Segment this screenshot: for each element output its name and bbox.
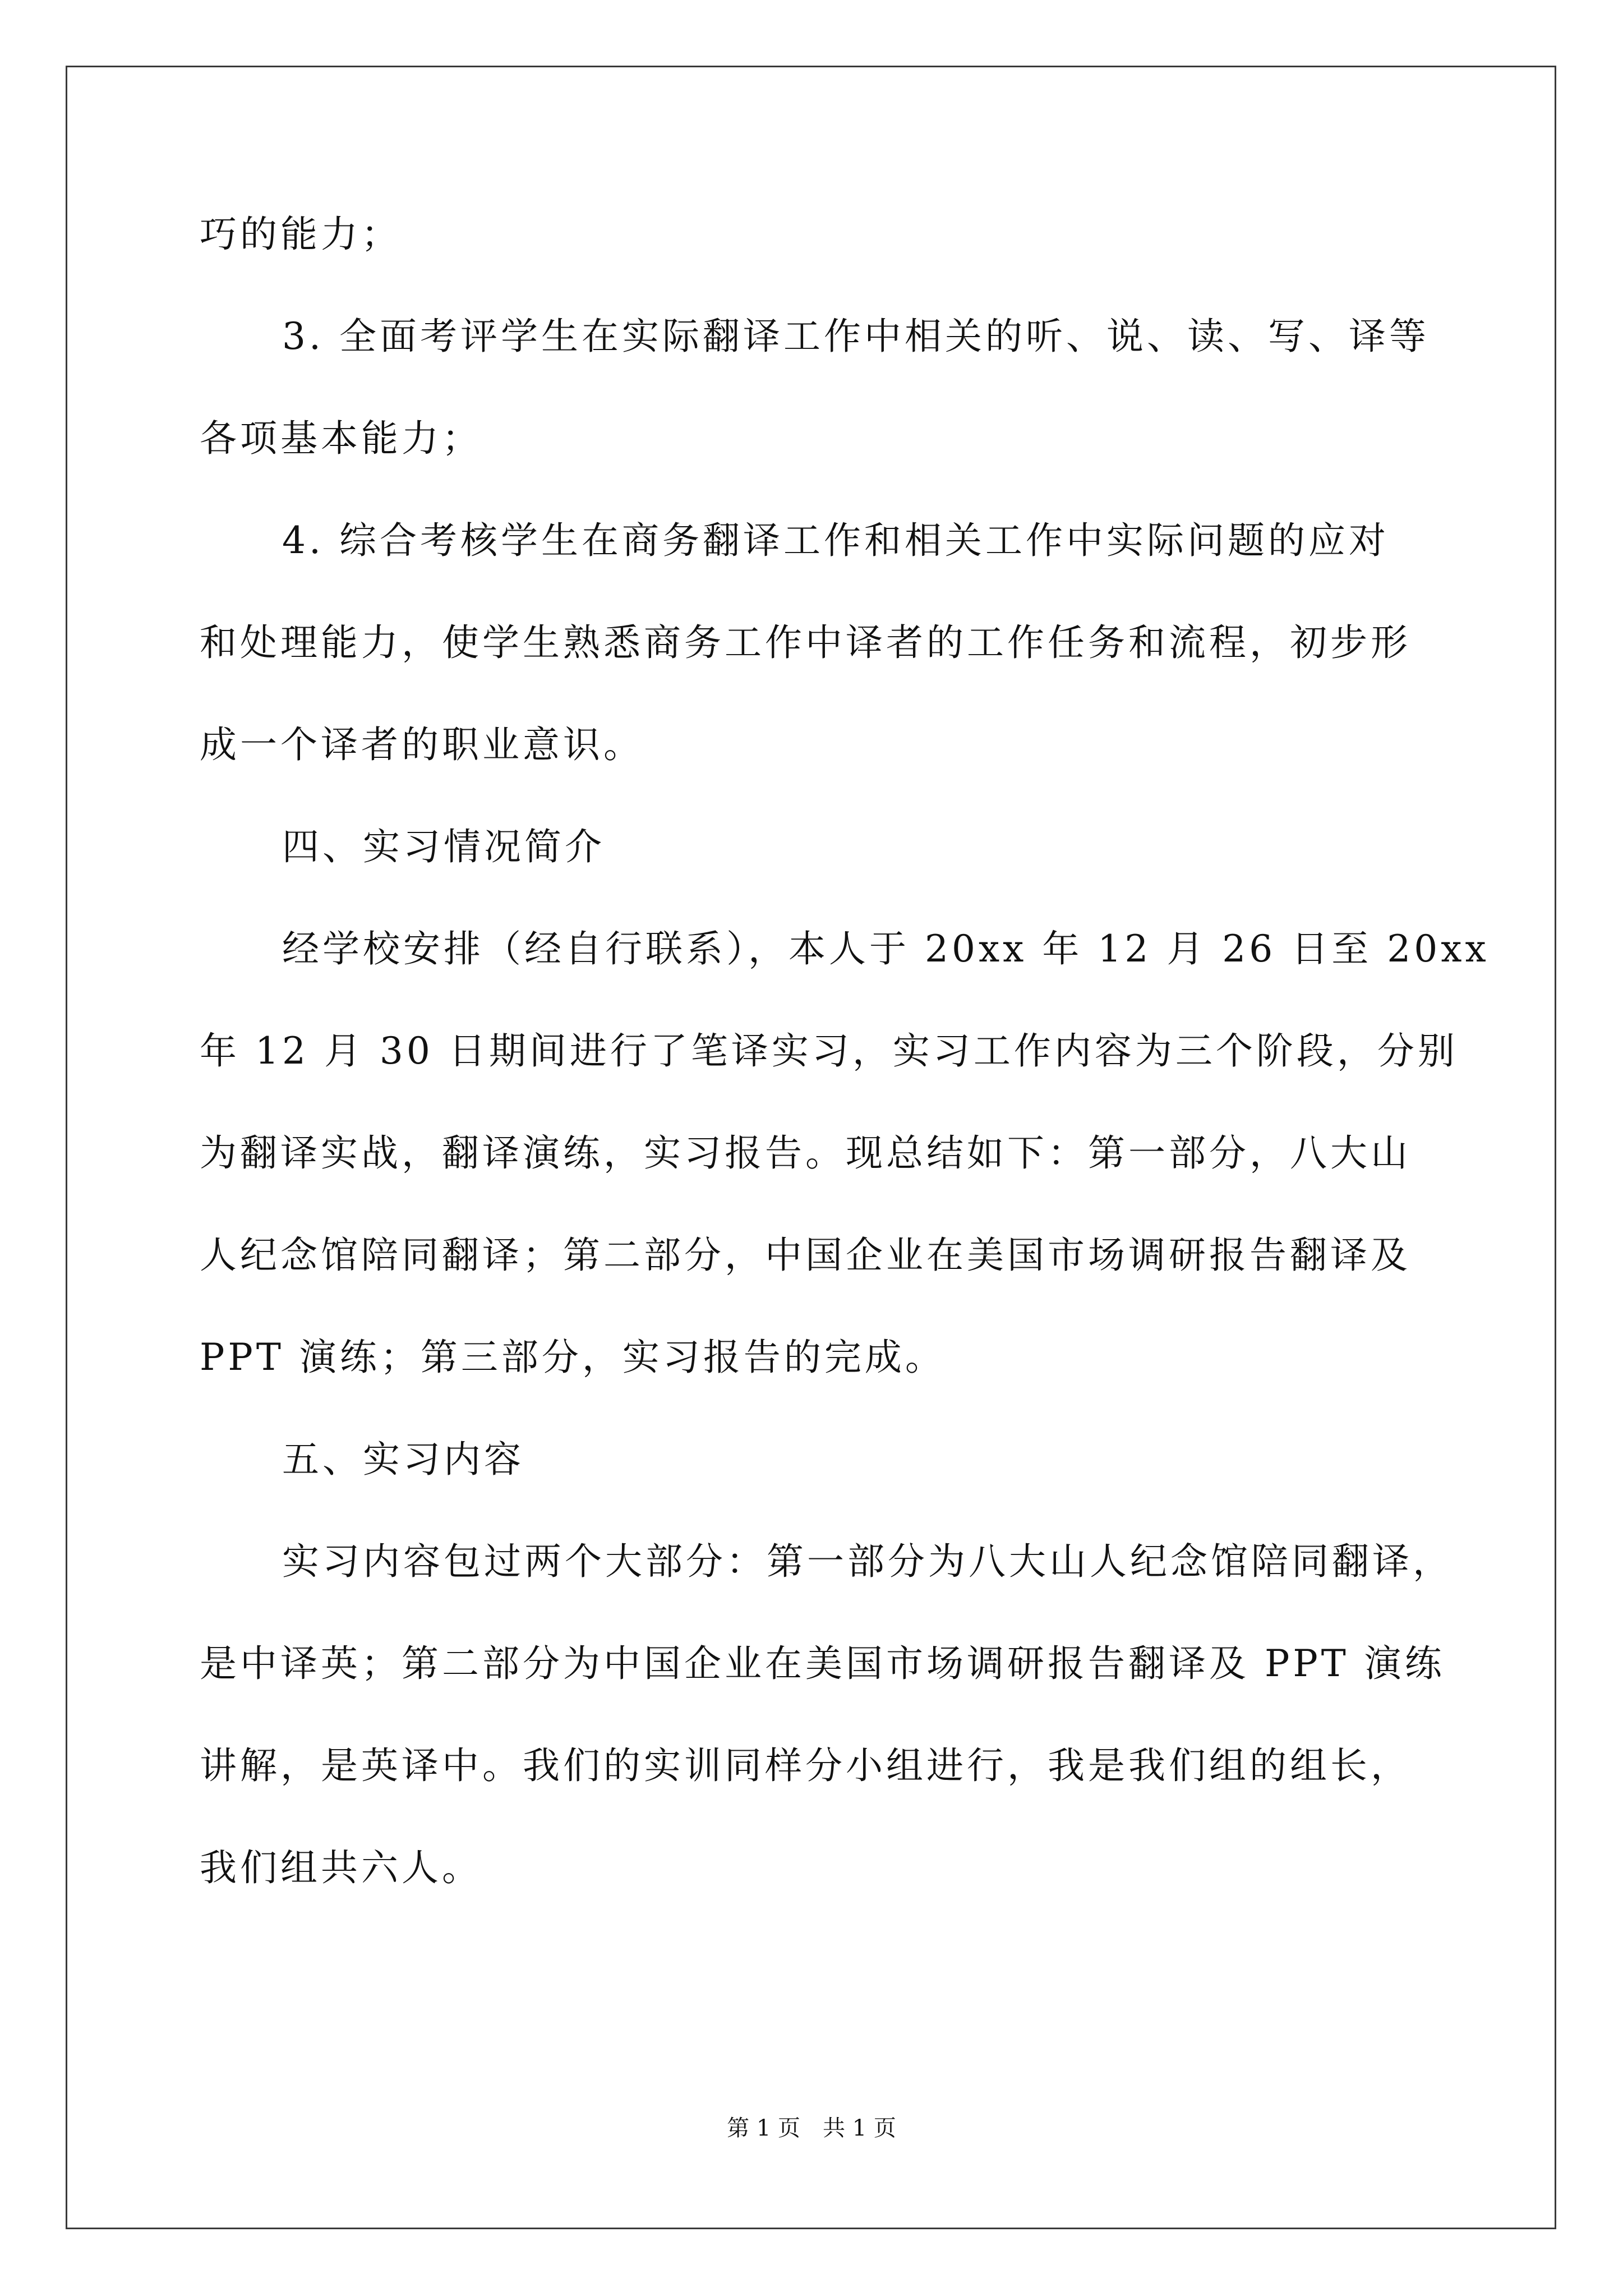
text-line-14: 实习内容包过两个大部分：第一部分为八大山人纪念馆陪同翻译， — [282, 1540, 1453, 1583]
text-line-12: PPT 演练；第三部分，实习报告的完成。 — [200, 1336, 946, 1379]
text-line-2: 3. 全面考评学生在实际翻译工作中相关的听、说、读、写、译等 — [282, 315, 1430, 358]
text-line-16: 讲解，是英译中。我们的实训同样分小组进行，我是我们组的组长， — [200, 1744, 1411, 1787]
text-line-4: 4. 综合考核学生在商务翻译工作和相关工作中实际问题的应对 — [282, 519, 1389, 562]
text-line-6: 成一个译者的职业意识。 — [200, 723, 644, 766]
page-footer — [0, 2115, 1623, 2142]
text-line-17: 我们组共六人。 — [200, 1846, 482, 1889]
text-line-8: 经学校安排（经自行联系），本人于 20xx 年 12 月 26 日至 20xx — [282, 927, 1490, 970]
text-line-1: 巧的能力； — [200, 213, 402, 256]
text-line-15: 是中译英；第二部分为中国企业在美国市场调研报告翻译及 PPT 演练 — [200, 1642, 1445, 1685]
text-line-5: 和处理能力，使学生熟悉商务工作中译者的工作任务和流程，初步形 — [200, 621, 1411, 664]
page-number: 第 1 页 — [727, 2115, 800, 2141]
text-line-3: 各项基本能力； — [200, 417, 482, 460]
section-heading-5: 五、实习内容 — [282, 1438, 524, 1481]
text-line-10: 为翻译实战，翻译演练，实习报告。现总结如下：第一部分，八大山 — [200, 1131, 1411, 1175]
section-heading-4: 四、实习情况简介 — [282, 825, 605, 868]
text-line-9: 年 12 月 30 日期间进行了笔译实习，实习工作内容为三个阶段，分别 — [200, 1029, 1458, 1073]
page-total: 共 1 页 — [823, 2115, 896, 2141]
text-line-11: 人纪念馆陪同翻译；第二部分，中国企业在美国市场调研报告翻译及 — [200, 1234, 1411, 1277]
